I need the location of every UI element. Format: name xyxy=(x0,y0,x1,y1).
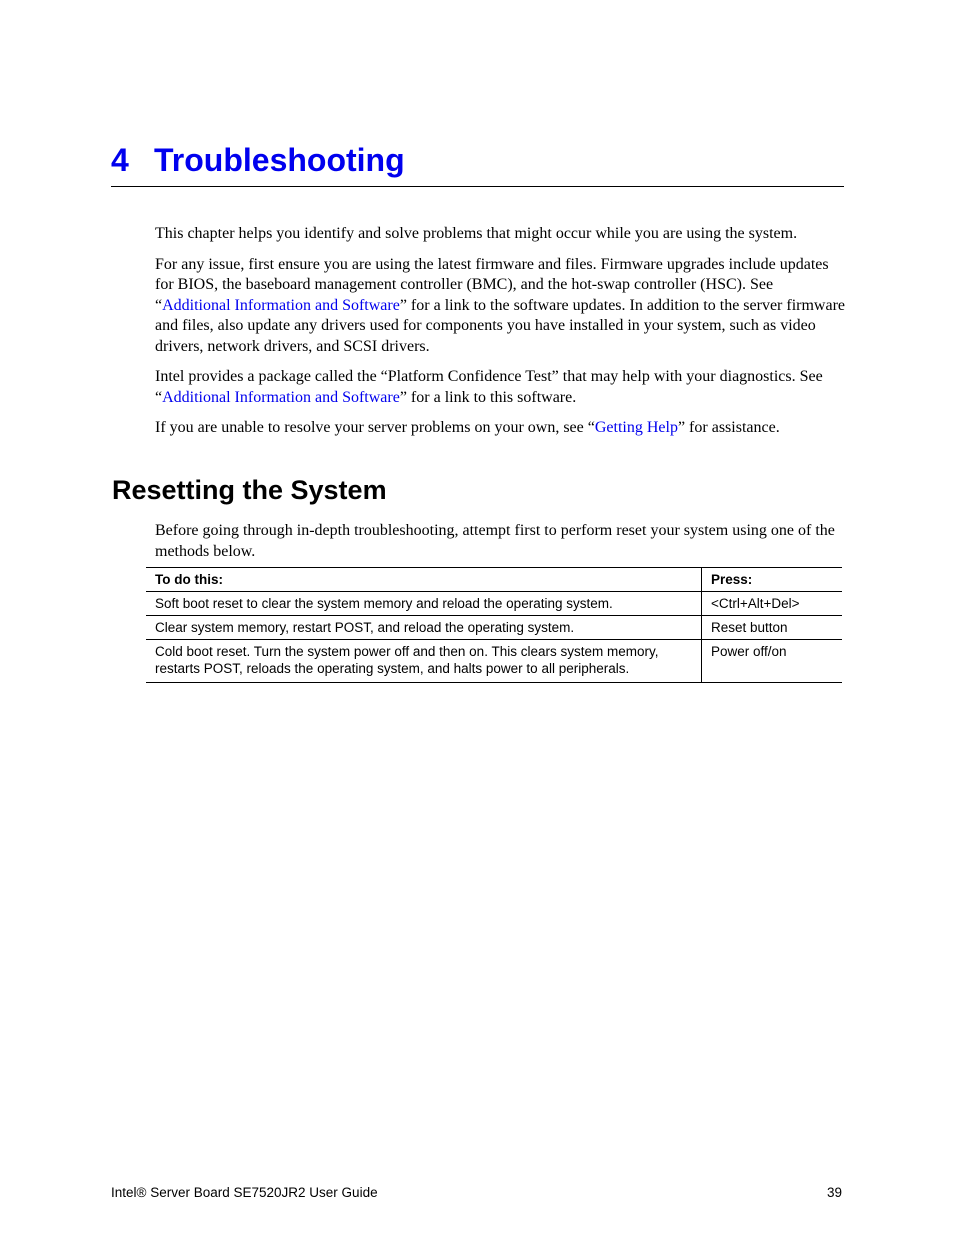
table-cell-action: Cold boot reset. Turn the system power off and then on. This clears system memory, restarts POST, reloads the operating system, and halts power to all peripherals. xyxy=(146,640,702,683)
footer-document-title: Intel® Server Board SE7520JR2 User Guide xyxy=(111,1185,378,1200)
getting-help-link[interactable]: Getting Help xyxy=(594,419,678,436)
reset-methods-table xyxy=(146,567,842,683)
intro-p4-text-before: If you are unable to resolve your server problems on your own, see “ xyxy=(155,419,595,436)
table-header-row xyxy=(146,568,842,592)
page-footer xyxy=(111,1184,842,1201)
table-cell-action: Clear system memory, restart POST, and reload the operating system. xyxy=(146,616,702,640)
table-cell-press: <Ctrl+Alt+Del> xyxy=(702,592,843,616)
page-number: 39 xyxy=(826,1185,842,1200)
intro-p3-text-after: ” for a link to this software. xyxy=(399,388,577,406)
table-header-action: To do this: xyxy=(146,568,702,592)
intro-p2-text-after: ” for a link to the software updates. In addition to the server firmware and files, also update any drivers used for components you have installed in your system, such as video drivers, network drivers, and SCSI drivers. xyxy=(155,296,846,355)
table-row xyxy=(146,616,842,640)
section-title: Resetting the System xyxy=(112,475,387,505)
section-intro xyxy=(155,521,845,572)
table-header-press: Press: xyxy=(702,568,843,592)
intro-paragraph-1: This chapter helps you identify and solve problems that might occur while you are using the system. xyxy=(155,225,798,242)
table-cell-press: Power off/on xyxy=(702,640,843,683)
intro-p2-text-before: For any issue, first ensure you are using the latest firmware and files. Firmware upgrades include updates for BIOS, the baseboard management controller (BMC), and the hot-swap controller (HSC). See “ xyxy=(155,255,829,314)
intro-block xyxy=(155,224,845,449)
chapter-title-text: Troubleshooting xyxy=(154,142,405,178)
section-intro-paragraph: Before going through in-depth troubleshooting, attempt first to perform reset your system using one of the methods below. xyxy=(155,522,835,560)
intro-paragraph-3 xyxy=(155,367,845,408)
intro-p4-text-after: ” for assistance. xyxy=(677,419,780,436)
chapter-title xyxy=(111,140,844,187)
intro-paragraph-4 xyxy=(155,418,845,439)
table-row xyxy=(146,592,842,616)
intro-paragraph-2 xyxy=(155,255,845,358)
additional-info-link-2[interactable]: Additional Information and Software xyxy=(162,388,400,406)
chapter-number: 4 xyxy=(111,142,129,178)
table-cell-action: Soft boot reset to clear the system memory and reload the operating system. xyxy=(146,592,702,616)
table-cell-press: Reset button xyxy=(702,616,843,640)
table-row xyxy=(146,640,842,683)
intro-p3-text-before: Intel provides a package called the “Platform Confidence Test” that may help with your diagnostics. See “ xyxy=(155,368,823,406)
additional-info-link[interactable]: Additional Information and Software xyxy=(162,296,400,314)
